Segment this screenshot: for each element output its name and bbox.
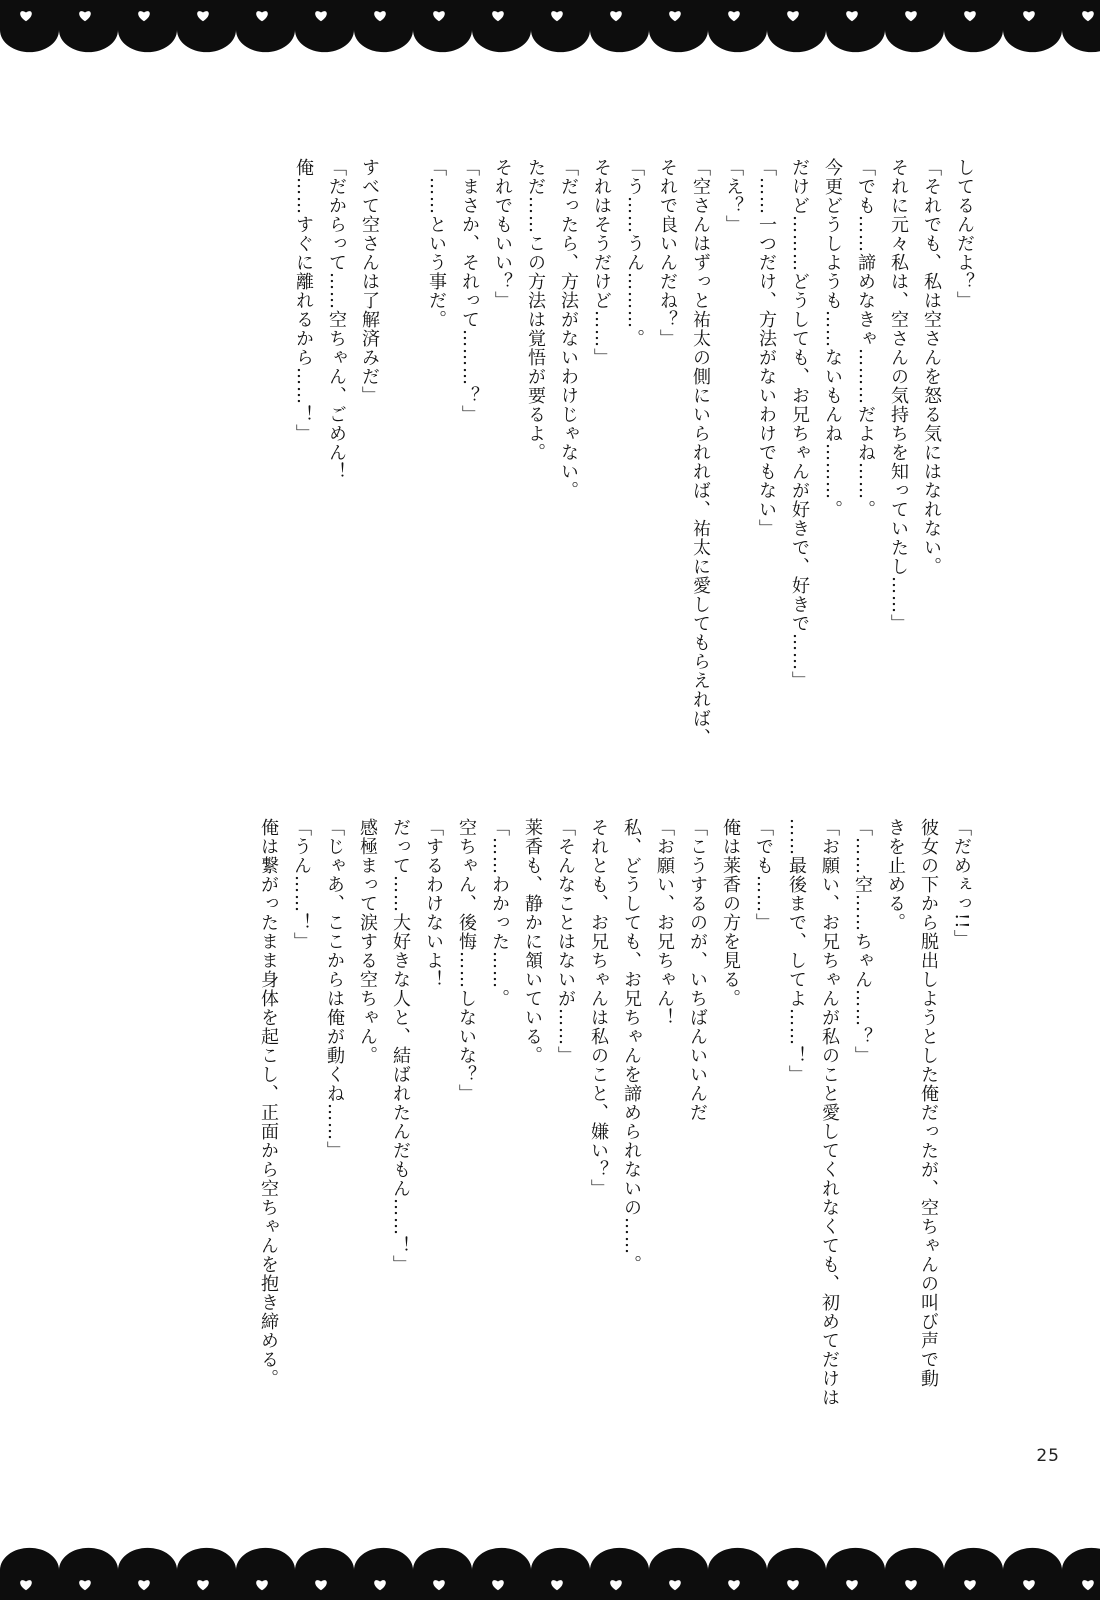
text-line: 私、どうしても、お兄ちゃんを諦められないの……。	[621, 818, 642, 1274]
lower-text-block	[252, 818, 978, 1418]
text-line: だって……大好きな人と、結ばれたんだもん……！」	[390, 818, 411, 1274]
text-line: 「でも……諦めなきゃ………だよね……。	[855, 158, 876, 519]
text-line: 「え？」	[723, 158, 744, 234]
bottom-border-graphic	[0, 1470, 1100, 1600]
text-line: 俺は莱香の方を見る。	[720, 818, 741, 1008]
text-line: 「こうするのが、いちばんいいんだ	[687, 818, 708, 1122]
bottom-decorative-border	[0, 1470, 1100, 1600]
text-line: 俺は繋がったまま身体を起こし、正面から空ちゃんを抱き締める。	[258, 818, 279, 1388]
text-line: 「……空……ちゃん……？」	[852, 818, 873, 1065]
text-line: 「……という事だ。	[426, 158, 447, 329]
text-line: 「するわけないよ！	[423, 818, 444, 989]
text-line: 「だめぇっ!!」	[951, 818, 972, 949]
text-line: 「……一つだけ、方法がないわけでもない」	[756, 158, 777, 538]
text-line: 空ちゃん、後悔……しないな？」	[456, 818, 477, 1103]
page-number: 25	[1036, 1446, 1060, 1466]
upper-text-block	[287, 158, 981, 778]
text-line: 彼女の下から脱出しようとした俺だったが、空ちゃんの叫び声で動	[918, 818, 939, 1388]
text-line: それでもいい？」	[492, 158, 513, 310]
text-line: 「だからって……空ちゃん、ごめん！	[326, 158, 347, 481]
text-line: 「……わかった……。	[489, 818, 510, 1008]
text-line: 「うん……！」	[291, 818, 312, 951]
text-line: 「お願い、お兄ちゃんが私のこと愛してくれなくても、初めてだけは	[819, 818, 840, 1407]
text-line: ……最後まで、してよ……！」	[786, 818, 807, 1084]
text-line: 「だったら、方法がないわけじゃない。	[558, 158, 579, 500]
text-line: 「お願い、お兄ちゃん！	[654, 818, 675, 1027]
text-line: 「そんなことはないが……」	[555, 818, 576, 1065]
text-line: それとも、お兄ちゃんは私のこと、嫌い？」	[588, 818, 609, 1198]
top-border-graphic	[0, 0, 1100, 130]
text-line: それに元々私は、空さんの気持ちを知っていたし……」	[888, 158, 909, 633]
text-line: それはそうだけど……」	[591, 158, 612, 367]
top-decorative-border	[0, 0, 1100, 130]
text-line: 俺……すぐに離れるから……！」	[293, 158, 314, 443]
text-line: すべて空さんは了解済みだ」	[359, 158, 380, 405]
text-line: 「う……うん………。	[624, 158, 645, 348]
text-line: 「でも……」	[753, 818, 774, 932]
text-line: 「じゃあ、ここからは俺が動くね……」	[324, 818, 345, 1160]
text-line: きを止める。	[885, 818, 906, 932]
text-line: だけど………どうしても、お兄ちゃんが好きで、好きで……」	[789, 158, 810, 690]
text-line: 「まさか、それって………？」	[459, 158, 480, 424]
text-line: それで良いんだね？」	[657, 158, 678, 348]
text-line: 今更どうしようも……ないもんね………。	[822, 158, 843, 519]
text-line: 感極まって涙する空ちゃん。	[357, 818, 378, 1065]
text-line: 莱香も、静かに頷いている。	[522, 818, 543, 1065]
text-line: ただ……この方法は覚悟が要るよ。	[525, 158, 546, 462]
text-line: 「空さんはずっと祐太の側にいられれば、祐太に愛してもらえれば、	[690, 158, 711, 747]
text-line: 「それでも、私は空さんを怒る気にはなれない。	[921, 158, 942, 576]
text-line: してるんだよ？」	[954, 158, 975, 310]
